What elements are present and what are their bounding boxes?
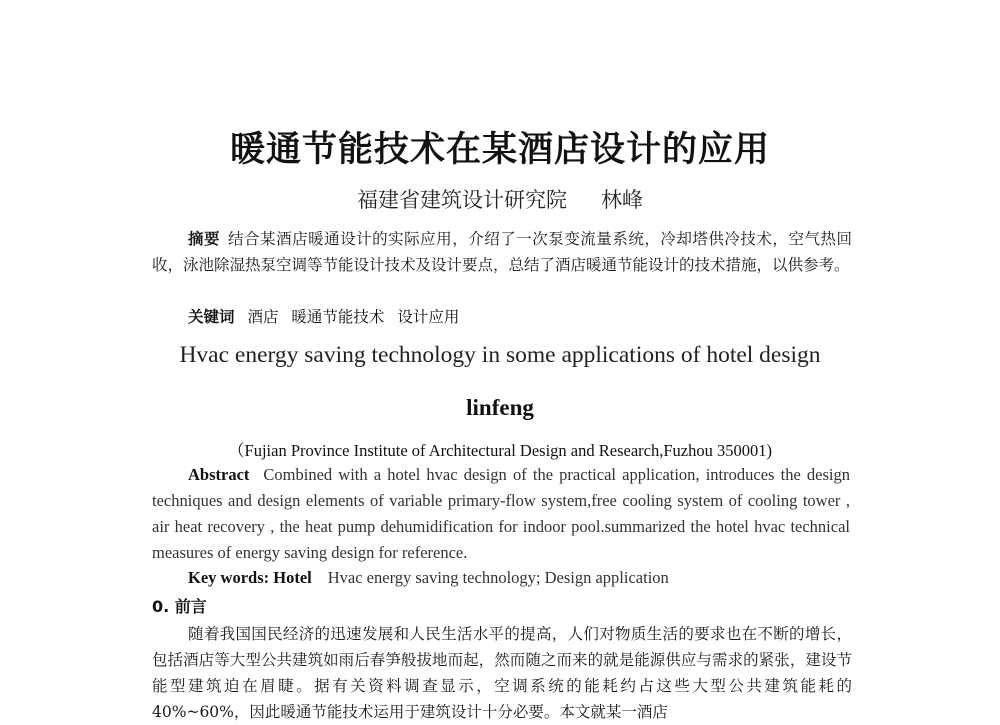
affiliation-en: （Fujian Province Institute of Architectural Design and Research,Fuzhou 350001) — [228, 441, 772, 460]
abstract-text-cn: 结合某酒店暖通设计的实际应用，介绍了一次泵变流量系统，冷却塔供冷技术，空气热回收，泳池除湿热泵空调等节能设计技术及设计要点，总结了酒店暖通节能设计的技术措施，以供参考。 — [152, 230, 852, 274]
abstract-label-cn: 摘要 — [188, 230, 221, 248]
keywords-label-cn: 关键词 — [188, 308, 235, 326]
abstract-cn — [152, 226, 852, 278]
author-institute-cn: 福建省建筑设计研究院 — [357, 188, 567, 212]
keywords-label-en: Key words: Hotel — [188, 568, 312, 587]
author-name-en: linfeng — [466, 395, 534, 420]
paper-title-cn: 暖通节能技术在某酒店设计的应用 — [229, 130, 770, 170]
author-line-cn — [0, 184, 1000, 214]
abstract-en — [152, 462, 850, 566]
abstract-label-en: Abstract — [188, 465, 250, 484]
author-name-cn: 林峰 — [601, 188, 643, 212]
keyword-cn: 暖通节能技术 — [291, 308, 385, 326]
keyword-cn: 设计应用 — [397, 308, 460, 326]
section-heading: 0. 前言 — [152, 597, 207, 616]
keywords-text-en: Hvac energy saving technology; Design application — [327, 568, 669, 587]
keywords-cn — [188, 305, 467, 327]
keywords-en — [188, 568, 669, 588]
keyword-cn: 酒店 — [247, 308, 279, 326]
section-body-text: 随着我国国民经济的迅速发展和人民生活水平的提高，人们对物质生活的要求也在不断的增长，包括酒店等大型公共建筑如雨后春笋般拔地而起，然而随之而来的就是能源供应与需求的紧张，建设节能型建筑迫在眉睫。据有关资料调查显示，空调系统的能耗约占这些大型公共建筑能耗的 40%~60%，因此暖通节能技术运用于建筑设计十分必要。本文就某一酒店 — [152, 625, 852, 721]
abstract-text-en: Combined with a hotel hvac design of the practical application, introduces the design techniques and design elements of variable primary-flow system,free cooling system of cooling tower , air heat recovery , the heat pump dehumidification for indoor pool.summarized the hotel hvac technical measures of energy saving design for reference. — [152, 465, 850, 562]
paper-title-en: Hvac energy saving technology in some applications of hotel design — [179, 342, 821, 368]
